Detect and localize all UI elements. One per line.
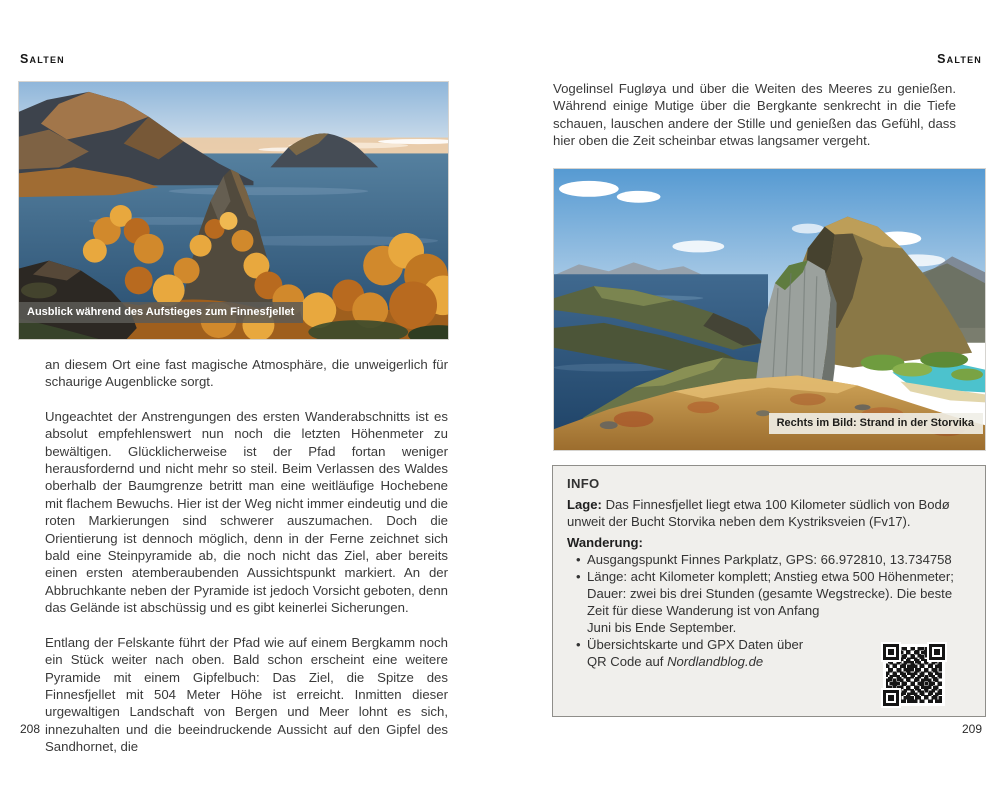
landscape-illustration-right bbox=[554, 169, 985, 450]
page-number-left: 208 bbox=[20, 722, 41, 736]
wanderung-label: Wanderung: bbox=[567, 535, 643, 550]
info-lage bbox=[567, 496, 955, 530]
info-bullet: • Ausgangspunkt Finnes Parkplatz, GPS: 66.972810, 13.734758 bbox=[576, 551, 955, 568]
right-page-intro bbox=[553, 80, 956, 167]
paragraph: an diesem Ort eine fast magische Atmosphäre, die unweigerlich für schaurige Augenblicke sorgt. bbox=[45, 357, 448, 390]
landscape-illustration-left bbox=[19, 82, 448, 339]
paragraph: Vogelinsel Fugløya und über die Weiten des Meeres zu genießen. Während einige Mutige über die Bergkante senkrecht in die Tiefe schauen, lauschen andere der Stille und genießen das Gefühl, dass hier oben die Zeit scheinbar etwas langsamer vergeht. bbox=[553, 81, 956, 149]
info-box bbox=[552, 465, 986, 717]
photo-caption-left: Ausblick während des Aufstieges zum Finnesfjellet bbox=[19, 302, 303, 323]
qr-finder-top-left bbox=[883, 644, 899, 660]
running-header-left: Salten bbox=[20, 52, 65, 66]
qr-code-icon bbox=[883, 644, 945, 706]
paragraph: Ungeachtet der Anstrengungen des ersten Wanderabschnitts ist es absolut empfehlenswert nun noch die letzten Höhenmeter zu bewältigen. Glücklicherweise ist der Pfad fortan weniger herausfordernd und nicht mehr so steil. Beim Verlassen des Waldes oberhalb der Baumgrenze betritt man eine weitläufige Hochebene mit flachem Bewuchs. Hier ist der Weg nicht immer eindeutig und die roten Markierungen sind schwerer auszumachen. Doch die Orientierung ist dennoch möglich, denn in der Ferne zeichnet sich bald eine Steinpyramide ab, die noch nicht das Ziel, aber bereits einen ersten atemberaubenden Aussichtspunkt markiert. An der Abbruchkante neben der Pyramide ist jedoch Vorsicht geboten, denn das Gelände ist abschüssig und es gibt keinerlei Sicherungen. bbox=[45, 408, 448, 616]
page-number-right: 209 bbox=[961, 722, 982, 736]
running-header-right: Salten bbox=[937, 52, 982, 66]
qr-finder-bottom-left bbox=[883, 690, 899, 706]
info-box-title: INFO bbox=[567, 476, 600, 491]
paragraph: Entlang der Felskante führt der Pfad wie auf einem Bergkamm noch ein Stück weiter nach oben. Bald schon erscheint eine weitere Pyramide mit einem Gipfelbuch: Das Ziel, die Spitze des Finnesfjellet mit 504 Meter Höhe ist erreicht. Inmitten dieser urgewaltigen Landschaft von Bergen und Meer lohnt es sich, innezuhalten und die beeindruckende Aussicht auf den Gipfel des Sandhornet, die bbox=[45, 634, 448, 755]
qr-finder-top-right bbox=[929, 644, 945, 660]
storvika-photo bbox=[553, 168, 986, 451]
left-page-body bbox=[45, 356, 448, 773]
photo-caption-right: Rechts im Bild: Strand in der Storvika bbox=[769, 413, 983, 434]
nordlandblog-site: Nordlandblog.de bbox=[667, 654, 764, 669]
finnesfjellet-photo bbox=[18, 81, 449, 340]
info-bullet: • Länge: acht Kilometer komplett; Anstieg etwa 500 Höhenmeter; Dauer: zwei bis drei Stunden (gesamte Wegstrecke). Die beste Zeit für diese Wanderung ist von Anfang Juni bis Ende September. bbox=[576, 568, 955, 636]
lage-label: Lage: bbox=[567, 497, 602, 512]
lage-text: Das Finnesfjellet liegt etwa 100 Kilometer südlich von Bodø unweit der Bucht Storvika neben dem Kystriksveien (Fv17). bbox=[567, 497, 950, 529]
info-bullet: • Übersichtskarte und GPX Daten über QR Code auf Nordlandblog.de bbox=[576, 636, 955, 670]
